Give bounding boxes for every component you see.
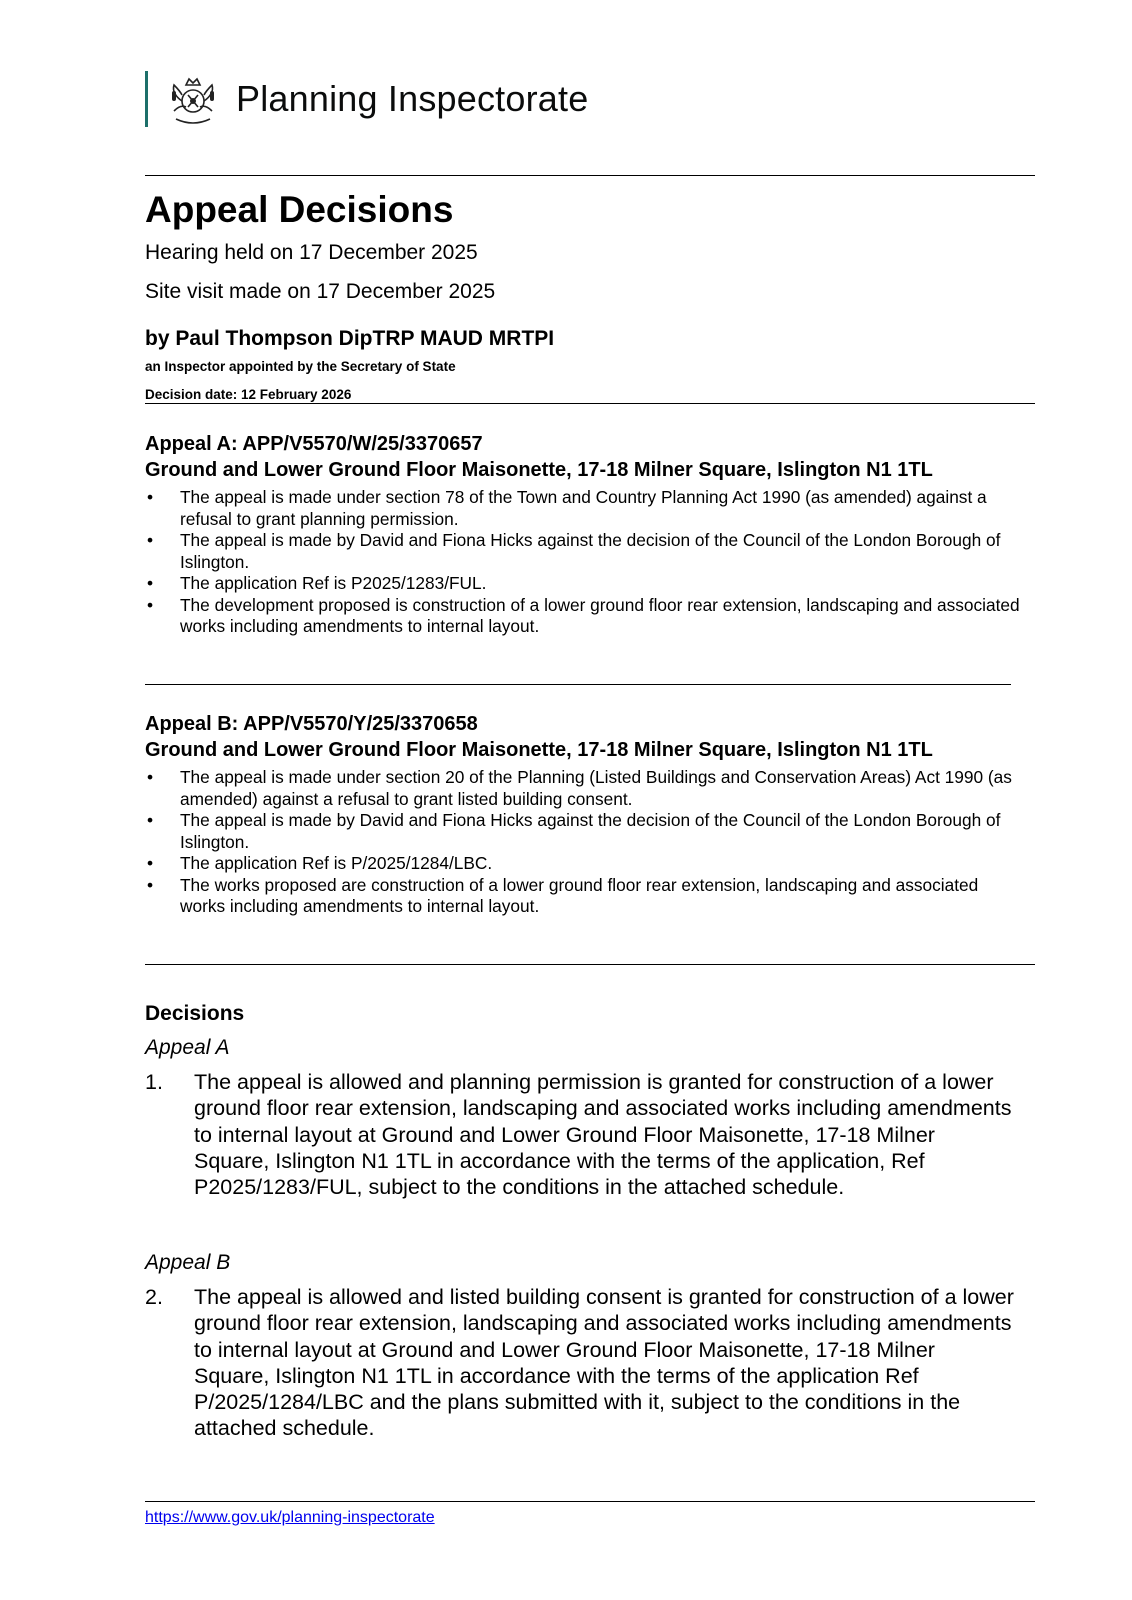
divider — [145, 964, 1035, 965]
list-item: • The appeal is made under section 78 of the Town and Country Planning Act 1990 (as amended) against a refusal to grant planning permission. — [147, 487, 987, 529]
royal-coat-of-arms-icon — [162, 71, 224, 127]
appeal-site-address: Ground and Lower Ground Floor Maisonette, 17-18 Milner Square, Islington N1 1TL — [145, 739, 933, 761]
appeal-site-address: Ground and Lower Ground Floor Maisonette, 17-18 Milner Square, Islington N1 1TL — [145, 459, 933, 481]
site-visit-date: Site visit made on 17 December 2025 — [145, 280, 496, 303]
decision-paragraph-1 — [145, 1069, 1015, 1200]
appeal-details-list — [145, 487, 1025, 638]
list-item: • The appeal is made by David and Fiona Hicks against the decision of the Council of the London Borough of Islington. — [147, 810, 1001, 852]
appeal-reference: Appeal B: APP/V5570/Y/25/3370658 — [145, 713, 478, 735]
planning-inspectorate-link[interactable]: https://www.gov.uk/planning-inspectorate — [145, 1509, 435, 1526]
divider — [145, 684, 1011, 685]
header-divider — [145, 175, 1035, 176]
appeal-b-summary — [145, 711, 1025, 918]
list-item: • The application Ref is P/2025/1284/LBC. — [147, 853, 493, 873]
page-title: Appeal Decisions — [145, 189, 454, 230]
list-item: • The appeal is made under section 20 of the Planning (Listed Buildings and Conservation Areas) Act 1990 (as amended) against a refusal to grant listed building consent. — [147, 767, 1012, 809]
list-item: • The appeal is made by David and Fiona Hicks against the decision of the Council of the London Borough of Islington. — [147, 530, 1001, 572]
inspector-appointment: an Inspector appointed by the Secretary of State — [145, 359, 456, 374]
footer-divider — [145, 1501, 1035, 1502]
paragraph-text: The appeal is allowed and planning permission is granted for construction of a lower ground floor rear extension, landscaping and associated works including amendments to internal layout at Ground and Lower Ground Floor Maisonette, 17-18 Milner Square, Islington N1 1TL in accordance with the terms of the application, Ref P2025/1283/FUL, subject to the conditions in the attached schedule. — [194, 1070, 1012, 1200]
paragraph-number: 1. — [145, 1070, 163, 1094]
hearing-date: Hearing held on 17 December 2025 — [145, 241, 478, 264]
decision-date: Decision date: 12 February 2026 — [145, 387, 352, 402]
planning-inspectorate-logo — [145, 70, 588, 128]
paragraph-text: The appeal is allowed and listed building consent is granted for construction of a lower ground floor rear extension, landscaping and associated works including amendments to internal layout at Ground and Lower Ground Floor Maisonette, 17-18 Milner Square, Islington N1 1TL in accordance with the terms of the application Ref P/2025/1284/LBC and the plans submitted with it, subject to the conditions in the attached schedule. — [194, 1285, 1014, 1441]
divider — [145, 403, 1035, 404]
organisation-name: Planning Inspectorate — [236, 78, 589, 119]
appeal-details-list — [145, 767, 1025, 918]
decision-paragraph-2 — [145, 1284, 1015, 1442]
appeal-a-subheading: Appeal A — [145, 1036, 230, 1059]
list-item: • The works proposed are construction of a lower ground floor rear extension, landscaping and associated works including amendments to internal layout. — [147, 874, 979, 916]
appeal-b-subheading: Appeal B — [145, 1251, 231, 1274]
inspector-name: by Paul Thompson DipTRP MAUD MRTPI — [145, 327, 555, 350]
list-item: • The development proposed is construction of a lower ground floor rear extension, landscaping and associated works including amendments to internal layout. — [147, 594, 1020, 636]
list-item: • The application Ref is P2025/1283/FUL. — [147, 573, 487, 593]
logo-accent-bar — [145, 71, 148, 127]
decisions-heading: Decisions — [145, 1002, 245, 1025]
appeal-reference: Appeal A: APP/V5570/W/25/3370657 — [145, 433, 483, 455]
appeal-a-summary — [145, 431, 1025, 638]
paragraph-number: 2. — [145, 1285, 163, 1309]
